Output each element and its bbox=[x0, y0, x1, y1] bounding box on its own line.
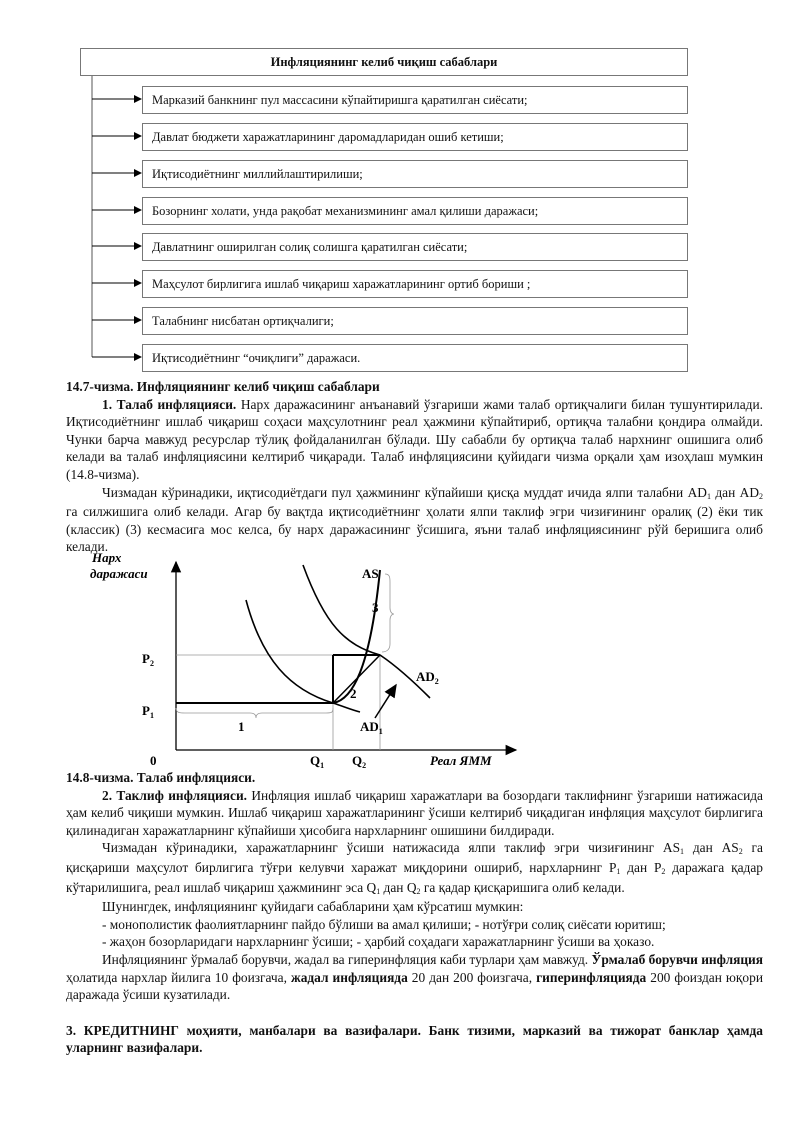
paragraph: Шунингдек, инфляциянинг қуйидаги сабабларини ҳам кўрсатиш мумкин: bbox=[102, 899, 524, 915]
inflation-causes-diagram bbox=[0, 0, 800, 380]
paragraph-text: дан AS bbox=[684, 840, 739, 856]
paragraph-text: дан Q bbox=[380, 879, 417, 895]
figure-caption-14-7: 14.7-чизма. Инфляциянинг келиб чиқиш сабаблари bbox=[66, 379, 380, 394]
subscript: 1 bbox=[616, 866, 621, 876]
diagram-item: Давлатнинг оширилган солиқ солишга қаратилган сиёсати; bbox=[142, 233, 688, 261]
figure-caption-14-8: 14.8-чизма. Талаб инфляцияси. bbox=[66, 770, 256, 785]
section-lead: 2. Таклиф инфляцияси. bbox=[102, 787, 248, 803]
paragraph bbox=[66, 484, 763, 556]
q1-tick-label: $Q_1$ bbox=[310, 753, 325, 770]
as-curve bbox=[176, 570, 380, 703]
paragraph-text: Нарх даражасининг анъанавий ўзгариши жами талаб ортиқчалиги билан тушунтирилади. Иқтисодиётнинг ишлаб чиқариш соҳаси маҳсулотнинг реал ҳажмини кўпайтириб, ортиқча талабни қондира олмайди. Чунки барча мавжуд ресурслар тўлиқ фойдаланилган бўлади. Шу сабабли бу ортиқча талаб нархнинг ошишига олиб келади ва талаб инфляциясини келтириб чиқаради. Талаб инфляциясини қуйидаги чизма орқали ҳам изоҳлаш мумкин (14.8-чизма). bbox=[66, 396, 763, 482]
shift-arrow bbox=[375, 685, 396, 718]
paragraph-text: Чизмадан кўринадики, харажатларнинг ўсиши натижасида ялпи таклиф эгри чизиғининг AS bbox=[102, 840, 681, 856]
q2-tick-label: $Q_2$ bbox=[352, 753, 367, 770]
segment-1-label: 1 bbox=[238, 719, 245, 734]
paragraph bbox=[66, 839, 763, 898]
diagram-item: Иқтисодиётнинг миллийлаштирилиши; bbox=[142, 160, 688, 188]
list-item: - монополистик фаолиятларнинг пайдо бўлиши ва амал қилиши; - нотўғри солиқ сиёсати юритиш; bbox=[102, 916, 666, 932]
paragraph bbox=[66, 787, 763, 840]
paragraph-text: дан P bbox=[620, 859, 662, 875]
paragraph-text: га силжишига олиб келади. Агар бу вақтда иқтисодиётнинг ҳолати ялпи таклиф эгри чизиғининг оралиқ (2) ёки тик (классик) (3) кесмасига мос келса, бу нарх даражасининг ўсишига, яъни талаб инфляциясининг рўй беришига олиб келади. bbox=[66, 504, 763, 555]
paragraph-text: Чизмадан кўринадики, иқтисодиётдаги пул ҳажмининг кўпайиши қисқа муддат ичида ялпи талабни AD bbox=[102, 484, 707, 500]
subscript: 1 bbox=[376, 886, 381, 896]
bold-term: гиперинфляцияда bbox=[536, 969, 647, 985]
brace-segment-1 bbox=[176, 708, 333, 718]
diagram-item: Иқтисодиётнинг “очиқлиги” даражаси. bbox=[142, 344, 688, 372]
list-item: - жаҳон бозорларидаги нархларнинг ўсиши; - ҳарбий соҳадаги харажатларнинг ўсиши ва ҳоказо. bbox=[102, 934, 655, 950]
y-axis-label: даражаси bbox=[90, 566, 148, 581]
subscript: 2 bbox=[416, 886, 421, 896]
diagram-item: Бозорнинг холати, унда рақобат механизмининг амал қилиши даражаси; bbox=[142, 197, 688, 225]
paragraph-text: дан AD bbox=[710, 484, 759, 500]
as-label: AS bbox=[362, 566, 379, 581]
x-axis-label: Реал ЯММ bbox=[430, 753, 492, 768]
ad1-label: $AD_1$ bbox=[360, 719, 383, 736]
section-1 bbox=[66, 378, 763, 556]
subscript: 1 bbox=[706, 491, 711, 501]
section-2 bbox=[66, 769, 763, 1057]
demand-inflation-chart bbox=[0, 550, 800, 775]
diagram-item: Марказий банкнинг пул массасини кўпайтиришга қаратилган сиёсати; bbox=[142, 86, 688, 114]
subscript: 2 bbox=[661, 866, 666, 876]
diagram-item: Давлат бюджети харажатларининг даромадларидан ошиб кетиши; bbox=[142, 123, 688, 151]
subscript: 2 bbox=[738, 847, 743, 857]
paragraph-text: ҳолатида нархлар йилига 10 фоизгача, bbox=[66, 969, 291, 985]
y-axis-label: Нарх bbox=[92, 550, 122, 565]
diagram-title: Инфляциянинг келиб чиқиш сабаблари bbox=[80, 48, 688, 76]
bold-term: жадал инфляцияда bbox=[290, 969, 408, 985]
ad2-label: $AD_2$ bbox=[416, 669, 439, 686]
paragraph bbox=[66, 396, 763, 484]
p2-tick-label: $P_2$ bbox=[142, 651, 154, 668]
brace-segment-3 bbox=[382, 574, 394, 652]
paragraph-text: Инфляциянинг ўрмалаб борувчи, жадал ва гиперинфляция каби турлари ҳам мавжуд. bbox=[102, 951, 592, 967]
ad2-curve bbox=[303, 565, 430, 698]
segment-3-label: 3 bbox=[372, 600, 379, 615]
section-3-heading: 3. КРЕДИТНИНГ моҳияти, манбалари ва вазифалари. Банк тизими, марказий ва тижорат банклар ҳамда уларнинг вазифалари. bbox=[66, 1022, 763, 1056]
paragraph-text: 200 фоиздан юқори даражада ўсиши кузатилади. bbox=[66, 969, 763, 1003]
paragraph-text: 20 дан 200 фоизгача, bbox=[407, 969, 537, 985]
origin-label: 0 bbox=[150, 753, 157, 768]
paragraph bbox=[66, 951, 763, 1004]
subscript: 1 bbox=[680, 847, 685, 857]
paragraph-text: Инфляция ишлаб чиқариш харажатлари ва бозордаги таклифнинг ўзгариши натижасида ҳам келиб чиқиши мумкин. Ишлаб чиқариш харажатларининг ўсиши келтириб чиқадиган инфляция маҳсулот бирлигига қилинадиган харажатларнинг кўпайиши ҳисобига нархларнинг ошишини билдиради. bbox=[66, 787, 763, 838]
paragraph-text: га қисқариши маҳсулот бирлигига тўғри келувчи харажат миқдорини ошириб, нархларнинг P bbox=[66, 840, 763, 875]
diagram-item: Маҳсулот бирлигига ишлаб чиқариш харажатларининг ортиб бориши ; bbox=[142, 270, 688, 298]
section-lead: 1. Талаб инфляцияси. bbox=[102, 396, 237, 412]
p1-tick-label: $P_1$ bbox=[142, 703, 154, 720]
paragraph-text: га қадар қисқаришига олиб келади. bbox=[420, 879, 625, 895]
diagram-item: Талабнинг нисбатан ортиқчалиги; bbox=[142, 307, 688, 335]
segment-2-label: 2 bbox=[350, 686, 357, 701]
subscript: 2 bbox=[759, 491, 763, 501]
paragraph-text: даражага қадар кўтарилишига, реал ишлаб чиқариш ҳажмининг эса Q bbox=[66, 859, 763, 895]
bold-term: Ўрмалаб борувчи инфляция bbox=[591, 951, 763, 967]
